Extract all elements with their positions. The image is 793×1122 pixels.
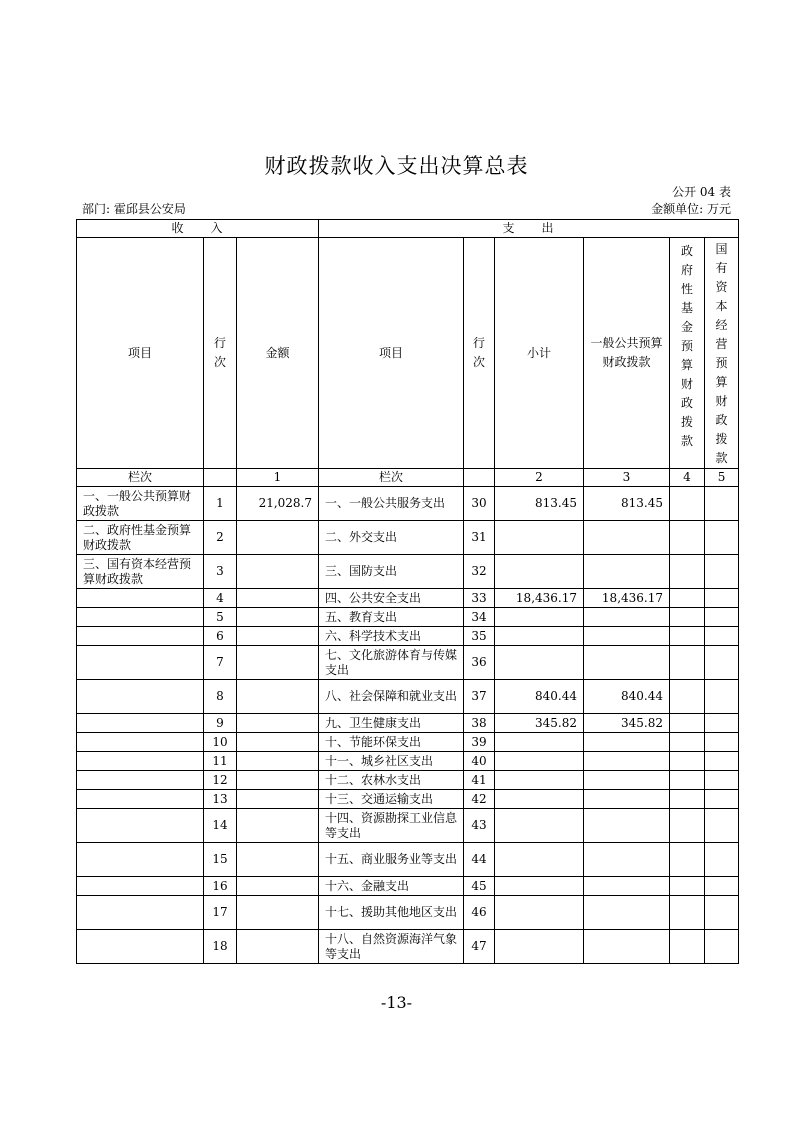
gov-fund-cell	[670, 714, 705, 733]
state-capital-cell	[705, 555, 739, 589]
income-rowno-cell: 1	[204, 487, 237, 521]
subtotal-cell	[495, 930, 584, 964]
income-item-cell	[77, 790, 204, 809]
expense-item-cell: 六、科学技术支出	[319, 627, 464, 646]
general-budget-cell	[584, 877, 670, 896]
general-budget-cell	[584, 733, 670, 752]
col-index-3: 3	[584, 469, 670, 487]
gov-fund-header: 政府性基金预算财政拨款	[670, 238, 705, 469]
table-row	[77, 896, 739, 930]
income-amount-cell	[237, 930, 319, 964]
state-capital-cell	[705, 930, 739, 964]
income-rowno-cell: 6	[204, 627, 237, 646]
gov-fund-cell	[670, 930, 705, 964]
income-amount-cell	[237, 646, 319, 680]
subtotal-header: 小计	[495, 238, 584, 469]
expense-rowno-cell: 33	[464, 589, 495, 608]
subtotal-cell	[495, 555, 584, 589]
header-row-lanci	[77, 469, 739, 487]
income-item-cell	[77, 608, 204, 627]
income-amount-cell	[237, 790, 319, 809]
table-row	[77, 589, 739, 608]
table-row	[77, 771, 739, 790]
income-amount-cell	[237, 771, 319, 790]
table-row	[77, 680, 739, 714]
general-budget-cell	[584, 627, 670, 646]
state-capital-header: 国有资本经营预算财政拨款	[705, 238, 739, 469]
subtotal-cell	[495, 733, 584, 752]
general-budget-cell	[584, 521, 670, 555]
state-capital-cell	[705, 646, 739, 680]
income-amount-cell	[237, 680, 319, 714]
income-item-cell	[77, 589, 204, 608]
income-rowno-cell: 2	[204, 521, 237, 555]
income-amount-cell	[237, 589, 319, 608]
department-label: 部门: 霍邱县公安局	[82, 202, 186, 216]
state-capital-cell	[705, 771, 739, 790]
header-row-columns	[77, 238, 739, 469]
income-rowno-cell: 14	[204, 809, 237, 843]
income-amount-header: 金额	[237, 238, 319, 469]
income-amount-cell	[237, 752, 319, 771]
income-rowno-cell: 12	[204, 771, 237, 790]
income-item-cell	[77, 809, 204, 843]
expense-rowno-header: 行次	[464, 238, 495, 469]
gov-fund-cell	[670, 896, 705, 930]
general-budget-cell: 345.82	[584, 714, 670, 733]
subtotal-cell	[495, 627, 584, 646]
table-row	[77, 843, 739, 877]
table-row	[77, 809, 739, 843]
income-rowno-cell: 4	[204, 589, 237, 608]
general-budget-cell	[584, 843, 670, 877]
general-budget-cell	[584, 555, 670, 589]
income-rowno-cell: 9	[204, 714, 237, 733]
expense-item-cell: 十、节能环保支出	[319, 733, 464, 752]
table-row	[77, 487, 739, 521]
state-capital-cell	[705, 487, 739, 521]
expense-rowno-cell: 40	[464, 752, 495, 771]
general-budget-cell	[584, 646, 670, 680]
gov-fund-cell	[670, 555, 705, 589]
income-item-cell: 二、政府性基金预算财政拨款	[77, 521, 204, 555]
state-capital-cell	[705, 714, 739, 733]
expense-item-cell: 十八、自然资源海洋气象等支出	[319, 930, 464, 964]
col-index-5: 5	[705, 469, 739, 487]
expense-item-cell: 十五、商业服务业等支出	[319, 843, 464, 877]
income-header: 收 入	[77, 220, 319, 238]
income-item-cell	[77, 930, 204, 964]
state-capital-cell	[705, 790, 739, 809]
expense-item-cell: 十七、援助其他地区支出	[319, 896, 464, 930]
expense-rowno-cell: 42	[464, 790, 495, 809]
expense-item-cell: 四、公共安全支出	[319, 589, 464, 608]
gov-fund-cell	[670, 680, 705, 714]
income-item-cell	[77, 680, 204, 714]
table-row	[77, 555, 739, 589]
table-row	[77, 930, 739, 964]
subtotal-cell	[495, 608, 584, 627]
state-capital-cell	[705, 608, 739, 627]
col-index-1: 1	[237, 469, 319, 487]
state-capital-cell	[705, 896, 739, 930]
gov-fund-cell	[670, 646, 705, 680]
subtotal-cell: 840.44	[495, 680, 584, 714]
table-row	[77, 646, 739, 680]
gov-fund-cell	[670, 589, 705, 608]
table-row	[77, 733, 739, 752]
subtotal-cell	[495, 771, 584, 790]
header-row-sections	[77, 220, 739, 238]
expense-rowno-cell: 39	[464, 733, 495, 752]
expense-item-cell: 五、教育支出	[319, 608, 464, 627]
subtotal-cell: 18,436.17	[495, 589, 584, 608]
subtotal-cell	[495, 896, 584, 930]
expense-rowno-cell: 31	[464, 521, 495, 555]
expense-item-cell: 七、文化旅游体育与传媒支出	[319, 646, 464, 680]
expense-rowno-cell: 47	[464, 930, 495, 964]
income-rowno-cell: 8	[204, 680, 237, 714]
form-number: 公开 04 表	[672, 185, 731, 199]
state-capital-cell	[705, 877, 739, 896]
general-budget-cell: 18,436.17	[584, 589, 670, 608]
unit-label: 金额单位: 万元	[651, 202, 731, 216]
income-item-cell	[77, 714, 204, 733]
income-rowno-cell: 10	[204, 733, 237, 752]
income-rowno-cell: 5	[204, 608, 237, 627]
income-amount-cell	[237, 714, 319, 733]
expense-rowno-cell: 35	[464, 627, 495, 646]
expense-header: 支 出	[319, 220, 739, 238]
income-item-cell	[77, 627, 204, 646]
income-item-cell: 一、一般公共预算财政拨款	[77, 487, 204, 521]
state-capital-cell	[705, 589, 739, 608]
expense-item-cell: 八、社会保障和就业支出	[319, 680, 464, 714]
expense-item-cell: 十六、金融支出	[319, 877, 464, 896]
income-amount-cell	[237, 555, 319, 589]
subtotal-cell	[495, 521, 584, 555]
expense-item-cell: 九、卫生健康支出	[319, 714, 464, 733]
subtotal-cell	[495, 752, 584, 771]
subtotal-cell: 813.45	[495, 487, 584, 521]
table-row	[77, 521, 739, 555]
income-item-cell	[77, 843, 204, 877]
general-budget-cell: 840.44	[584, 680, 670, 714]
gov-fund-cell	[670, 608, 705, 627]
subtotal-cell	[495, 809, 584, 843]
lanci-label: 栏次	[319, 469, 464, 487]
expense-item-header: 项目	[319, 238, 464, 469]
page-title: 财政拨款收入支出决算总表	[264, 154, 529, 178]
expense-rowno-cell: 37	[464, 680, 495, 714]
expense-rowno-cell: 30	[464, 487, 495, 521]
income-rowno-cell: 17	[204, 896, 237, 930]
income-item-header: 项目	[77, 238, 204, 469]
gov-fund-cell	[670, 771, 705, 790]
subtotal-cell	[495, 843, 584, 877]
income-item-cell	[77, 877, 204, 896]
income-amount-cell	[237, 521, 319, 555]
expense-rowno-cell: 45	[464, 877, 495, 896]
gov-fund-cell	[670, 752, 705, 771]
income-item-cell	[77, 771, 204, 790]
expense-item-cell: 十四、资源勘探工业信息等支出	[319, 809, 464, 843]
general-budget-cell	[584, 930, 670, 964]
income-amount-cell: 21,028.7	[237, 487, 319, 521]
income-amount-cell	[237, 733, 319, 752]
general-budget-cell: 813.45	[584, 487, 670, 521]
income-rowno-cell: 11	[204, 752, 237, 771]
subtotal-cell: 345.82	[495, 714, 584, 733]
state-capital-cell	[705, 809, 739, 843]
gov-fund-cell	[670, 809, 705, 843]
expense-rowno-cell: 43	[464, 809, 495, 843]
state-capital-cell	[705, 752, 739, 771]
expense-rowno-cell: 34	[464, 608, 495, 627]
expense-rowno-cell: 41	[464, 771, 495, 790]
table-row	[77, 627, 739, 646]
income-amount-cell	[237, 843, 319, 877]
general-budget-cell	[584, 771, 670, 790]
income-item-cell	[77, 752, 204, 771]
state-capital-cell	[705, 843, 739, 877]
general-budget-cell	[584, 896, 670, 930]
gov-fund-cell	[670, 487, 705, 521]
col-index-4: 4	[670, 469, 705, 487]
state-capital-cell	[705, 733, 739, 752]
income-amount-cell	[237, 608, 319, 627]
gov-fund-cell	[670, 790, 705, 809]
table-row	[77, 752, 739, 771]
subtotal-cell	[495, 646, 584, 680]
general-budget-cell	[584, 608, 670, 627]
state-capital-cell	[705, 627, 739, 646]
gov-fund-cell	[670, 521, 705, 555]
lanci-label: 栏次	[77, 469, 204, 487]
income-rowno-cell: 7	[204, 646, 237, 680]
expense-item-cell: 一、一般公共服务支出	[319, 487, 464, 521]
general-budget-cell	[584, 790, 670, 809]
expense-rowno-cell: 46	[464, 896, 495, 930]
expense-item-cell: 十三、交通运输支出	[319, 790, 464, 809]
income-amount-cell	[237, 809, 319, 843]
expense-item-cell: 十二、农林水支出	[319, 771, 464, 790]
income-item-cell	[77, 646, 204, 680]
general-budget-cell	[584, 752, 670, 771]
expense-rowno-cell: 38	[464, 714, 495, 733]
income-amount-cell	[237, 627, 319, 646]
col-index-2: 2	[495, 469, 584, 487]
income-amount-cell	[237, 896, 319, 930]
income-rowno-header: 行次	[204, 238, 237, 469]
income-rowno-cell: 16	[204, 877, 237, 896]
budget-table	[76, 219, 739, 964]
income-item-cell: 三、国有资本经营预算财政拨款	[77, 555, 204, 589]
expense-rowno-cell: 32	[464, 555, 495, 589]
gov-fund-cell	[670, 877, 705, 896]
income-amount-cell	[237, 877, 319, 896]
income-rowno-cell: 15	[204, 843, 237, 877]
gov-fund-cell	[670, 627, 705, 646]
subtotal-cell	[495, 790, 584, 809]
income-item-cell	[77, 896, 204, 930]
expense-rowno-cell: 44	[464, 843, 495, 877]
expense-item-cell: 二、外交支出	[319, 521, 464, 555]
general-budget-header: 一般公共预算财政拨款	[584, 238, 670, 469]
income-rowno-cell: 3	[204, 555, 237, 589]
table-row	[77, 790, 739, 809]
income-item-cell	[77, 733, 204, 752]
gov-fund-cell	[670, 733, 705, 752]
table-row	[77, 877, 739, 896]
expense-item-cell: 三、国防支出	[319, 555, 464, 589]
general-budget-cell	[584, 809, 670, 843]
subtotal-cell	[495, 877, 584, 896]
expense-item-cell: 十一、城乡社区支出	[319, 752, 464, 771]
table-row	[77, 608, 739, 627]
expense-rowno-cell: 36	[464, 646, 495, 680]
state-capital-cell	[705, 521, 739, 555]
income-rowno-cell: 13	[204, 790, 237, 809]
state-capital-cell	[705, 680, 739, 714]
income-rowno-cell: 18	[204, 930, 237, 964]
page-number: -13-	[380, 993, 413, 1012]
table-row	[77, 714, 739, 733]
gov-fund-cell	[670, 843, 705, 877]
